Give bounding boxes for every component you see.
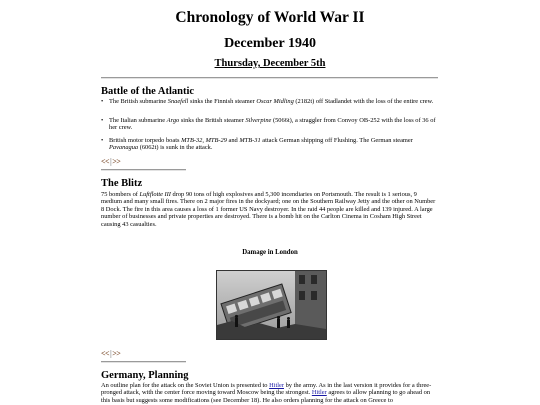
list-item: • The Italian submarine Argo sinks the British steamer Silverpine (5066t), a straggler from Convoy OB-252 with the loss of 36 of her crew.: [101, 117, 436, 132]
blitz-paragraph: 75 bombers of Luftflotte III drop 90 tons of high explosives and 5,300 incendiaries on Portsmouth. The result is 1 serious, 9 medium and many small fires. There on 2 major fires in the dockyard; one on the Southern Railway Jetty and the other on Number 8 Dock. The fire in this area causes a loss of 1 former US Navy destroyer. In the raid 44 people are killed and 139 injured. A large number of businesses and private properties are destroyed. There is a bomb hit on the Carlton Cinema in Cosham High Street causing 43 casualties.: [101, 191, 436, 228]
date-heading: Thursday, December 5th: [214, 58, 326, 69]
section-heading-atlantic: Battle of the Atlantic: [101, 86, 195, 97]
next-link[interactable]: >>: [112, 157, 121, 166]
divider: [101, 361, 186, 363]
bullet-icon: •: [101, 137, 104, 144]
list-item: • British motor torpedo boats MTB-32, MTB-29 and MTB-31 attack German shipping off Flushing. The German steamer Pavanagua (6062t) is sunk in the attack.: [101, 137, 413, 152]
boat-name: MTB-31: [239, 137, 261, 144]
bullet-icon: •: [101, 117, 104, 124]
nav-separator: |: [110, 349, 112, 358]
divider: [101, 77, 438, 79]
ship-name: Pavanagua: [109, 144, 139, 152]
nav-arrows: [101, 349, 120, 358]
section-heading-germany: Germany, Planning: [101, 370, 189, 381]
next-link[interactable]: >>: [112, 349, 121, 358]
page-title: Chronology of World War II: [175, 9, 365, 26]
ship-name: Oscar Midling: [256, 98, 294, 105]
nav-arrows: [101, 157, 120, 166]
list-item: • The British submarine Snaefell sinks the Finnish steamer Oscar Midling (2182t) off Stadlandet with the loss of the entire crew.: [101, 98, 434, 105]
unit-name: Luftflotte III: [139, 191, 171, 198]
hitler-link[interactable]: Hitler: [269, 382, 284, 389]
boat-name: MTB-32: [181, 137, 203, 144]
ship-name: Silverpine: [245, 117, 272, 124]
section-heading-blitz: The Blitz: [101, 178, 143, 189]
prev-link[interactable]: <<: [101, 349, 110, 358]
hitler-link[interactable]: Hitler: [311, 389, 327, 397]
bomb-damage-photo: [216, 270, 327, 340]
germany-paragraph: An outline plan for the attack on the Soviet Union is presented to Hitler by the army. As in the last version it provides for a three-pronged attack, with the center force moving toward Moscow being the strongest. Hitler agrees to allow planning to go ahead on this basis but suggests some modifications (see December 18). He also orders planning for the attack on Greece to: [101, 382, 432, 404]
boat-name: MTB-29: [205, 137, 227, 144]
submarine-name: Argo: [166, 117, 180, 124]
image-caption: Damage in London: [242, 249, 298, 256]
nav-separator: |: [110, 157, 112, 166]
submarine-name: Snaefell: [167, 98, 189, 105]
month-heading: December 1940: [224, 36, 316, 51]
divider: [101, 169, 186, 171]
prev-link[interactable]: <<: [101, 157, 110, 166]
bullet-icon: •: [101, 98, 104, 105]
